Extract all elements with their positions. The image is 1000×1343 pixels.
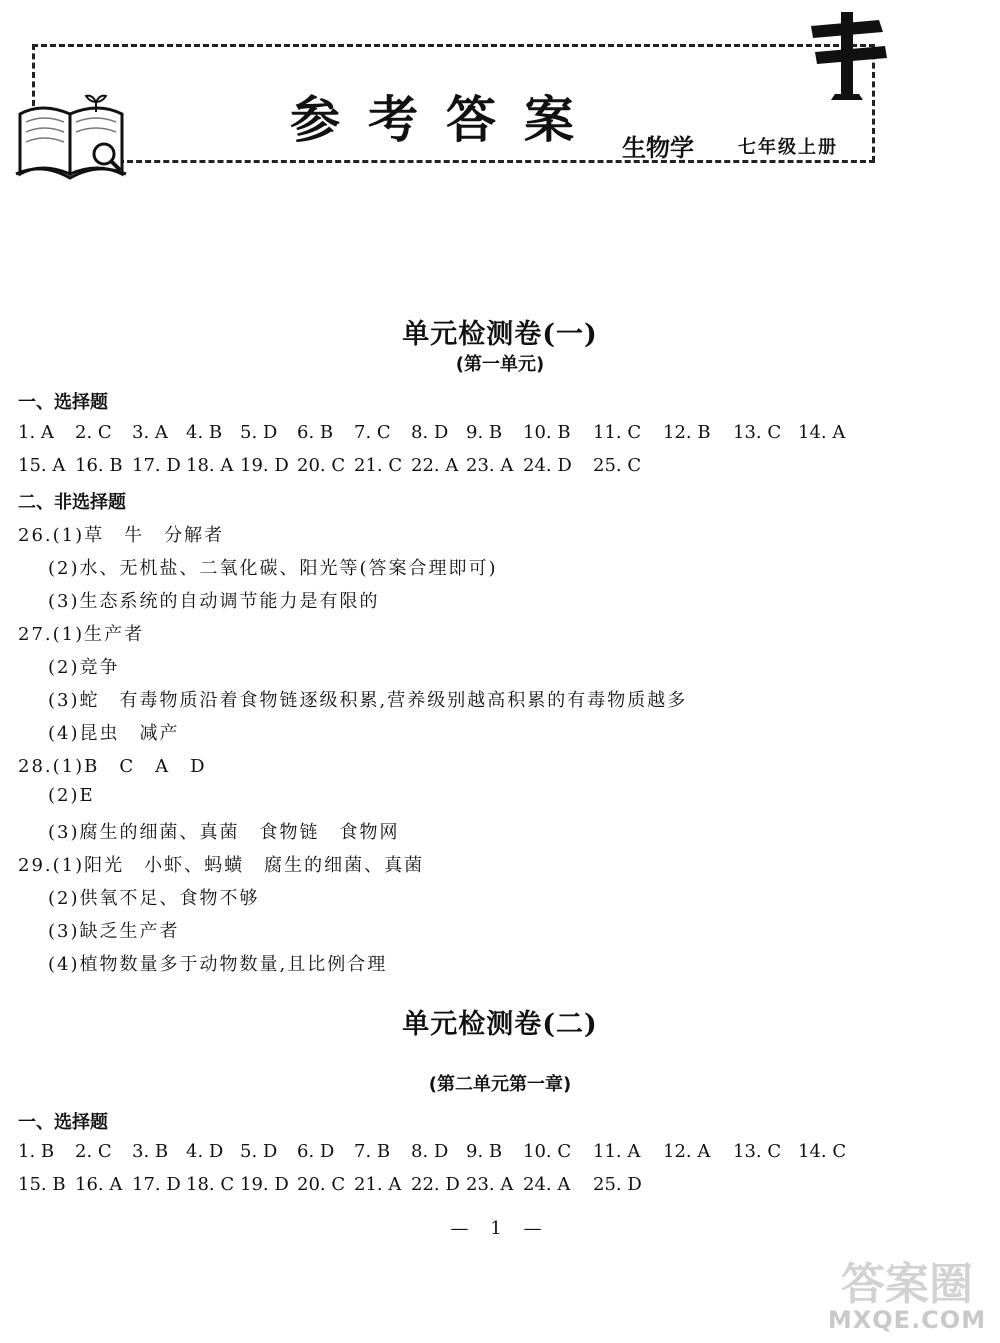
mc-answer: 23. A: [466, 455, 514, 476]
mc-answer: 11. C: [593, 422, 642, 443]
mc-answer: 20. C: [297, 1174, 346, 1195]
mc-answer: 21. A: [354, 1174, 402, 1195]
answer-line: (4)昆虫 减产: [48, 723, 180, 744]
mc-answer: 17. D: [132, 1174, 181, 1195]
answer-line: 27.(1)生产者: [18, 624, 145, 645]
watermark-logo: 答案圈: [841, 1259, 973, 1310]
mc-answer: 12. B: [663, 422, 711, 443]
answer-line: (3)腐生的细菌、真菌 食物链 食物网: [48, 822, 400, 843]
mc-answer: 24. D: [523, 455, 572, 476]
mc-answer: 14. C: [798, 1141, 847, 1162]
answer-line: 29.(1)阳光 小虾、蚂蟥 腐生的细菌、真菌: [18, 855, 425, 876]
open-book-icon: [12, 92, 132, 182]
mc-answer: 3. B: [132, 1141, 169, 1162]
watermark-site: MXQE.COM: [827, 1306, 987, 1334]
mc-answer: 9. B: [466, 422, 503, 443]
mc-answer: 10. C: [523, 1141, 572, 1162]
answer-line: (3)蛇 有毒物质沿着食物链逐级积累,营养级别越高积累的有毒物质越多: [48, 690, 688, 711]
mc-answer: 4. B: [186, 422, 223, 443]
signpost-icon: [805, 4, 890, 104]
mc-answer: 21. C: [354, 455, 403, 476]
mc-answer: 8. D: [411, 422, 449, 443]
mc-answer-row: [18, 1174, 978, 1200]
mc-answer-row: [18, 1141, 978, 1167]
mc-answer: 11. A: [593, 1141, 641, 1162]
answer-line: 28.(1)B C A D: [18, 756, 207, 777]
unit-title-1: (第一单元): [455, 354, 545, 375]
answer-line: (2)竞争: [48, 657, 120, 678]
unit-title-2: (第二单元第一章): [428, 1074, 572, 1095]
mc-answer: 2. C: [75, 422, 112, 443]
answer-line: (2)供氧不足、食物不够: [48, 888, 260, 909]
mc-answer-row: [18, 422, 978, 448]
mc-answer: 10. B: [523, 422, 571, 443]
page-number: — 1 —: [450, 1218, 550, 1239]
mc-answer: 14. A: [798, 422, 846, 443]
mc-answer: 6. B: [297, 422, 334, 443]
mc-answer: 7. B: [354, 1141, 391, 1162]
answer-line: (2)水、无机盐、二氧化碳、阳光等(答案合理即可): [48, 558, 498, 579]
mc-answer: 24. A: [523, 1174, 571, 1195]
mc-answer: 4. D: [186, 1141, 224, 1162]
mc-answer: 12. A: [663, 1141, 711, 1162]
mc-answer: 17. D: [132, 455, 181, 476]
answer-line: (3)缺乏生产者: [48, 921, 180, 942]
mc-answer: 1. B: [18, 1141, 55, 1162]
header-divider: [118, 160, 875, 163]
mc-answer: 16. A: [75, 1174, 123, 1195]
mc-answer: 5. D: [240, 422, 278, 443]
mc-answer: 5. D: [240, 1141, 278, 1162]
answer-line: 26.(1)草 牛 分解者: [18, 525, 225, 546]
mc-answer: 20. C: [297, 455, 346, 476]
section-heading-mc-2: 一、选择题: [18, 1112, 108, 1133]
page-title: 参考答案: [290, 91, 602, 149]
watermark: [822, 1248, 992, 1338]
mc-answer: 18. C: [186, 1174, 235, 1195]
mc-answer: 15. B: [18, 1174, 66, 1195]
mc-answer: 22. A: [411, 455, 459, 476]
section-heading-nonmc-1: 二、非选择题: [18, 492, 126, 513]
mc-answer: 18. A: [186, 455, 234, 476]
mc-answer: 15. A: [18, 455, 66, 476]
exam-title-1: 单元检测卷(一): [402, 319, 598, 350]
mc-answer: 16. B: [75, 455, 123, 476]
answer-line: (3)生态系统的自动调节能力是有限的: [48, 591, 380, 612]
mc-answer-row: [18, 455, 978, 481]
subject-label: 生物学: [622, 134, 694, 162]
mc-answer: 9. B: [466, 1141, 503, 1162]
mc-answer: 25. C: [593, 455, 642, 476]
exam-title-2: 单元检测卷(二): [402, 1009, 598, 1040]
section-heading-mc-1: 一、选择题: [18, 392, 108, 413]
mc-answer: 19. D: [240, 1174, 289, 1195]
grade-label: 七年级上册: [738, 137, 838, 158]
mc-answer: 19. D: [240, 455, 289, 476]
mc-answer: 8. D: [411, 1141, 449, 1162]
mc-answer: 25. D: [593, 1174, 642, 1195]
mc-answer: 3. A: [132, 422, 168, 443]
mc-answer: 1. A: [18, 422, 54, 443]
mc-answer: 23. A: [466, 1174, 514, 1195]
mc-answer: 13. C: [733, 422, 782, 443]
answer-line: (2)E: [48, 785, 95, 806]
mc-answer: 7. C: [354, 422, 391, 443]
mc-answer: 22. D: [411, 1174, 460, 1195]
mc-answer: 6. D: [297, 1141, 335, 1162]
mc-answer: 13. C: [733, 1141, 782, 1162]
mc-answer: 2. C: [75, 1141, 112, 1162]
answer-line: (4)植物数量多于动物数量,且比例合理: [48, 954, 388, 975]
